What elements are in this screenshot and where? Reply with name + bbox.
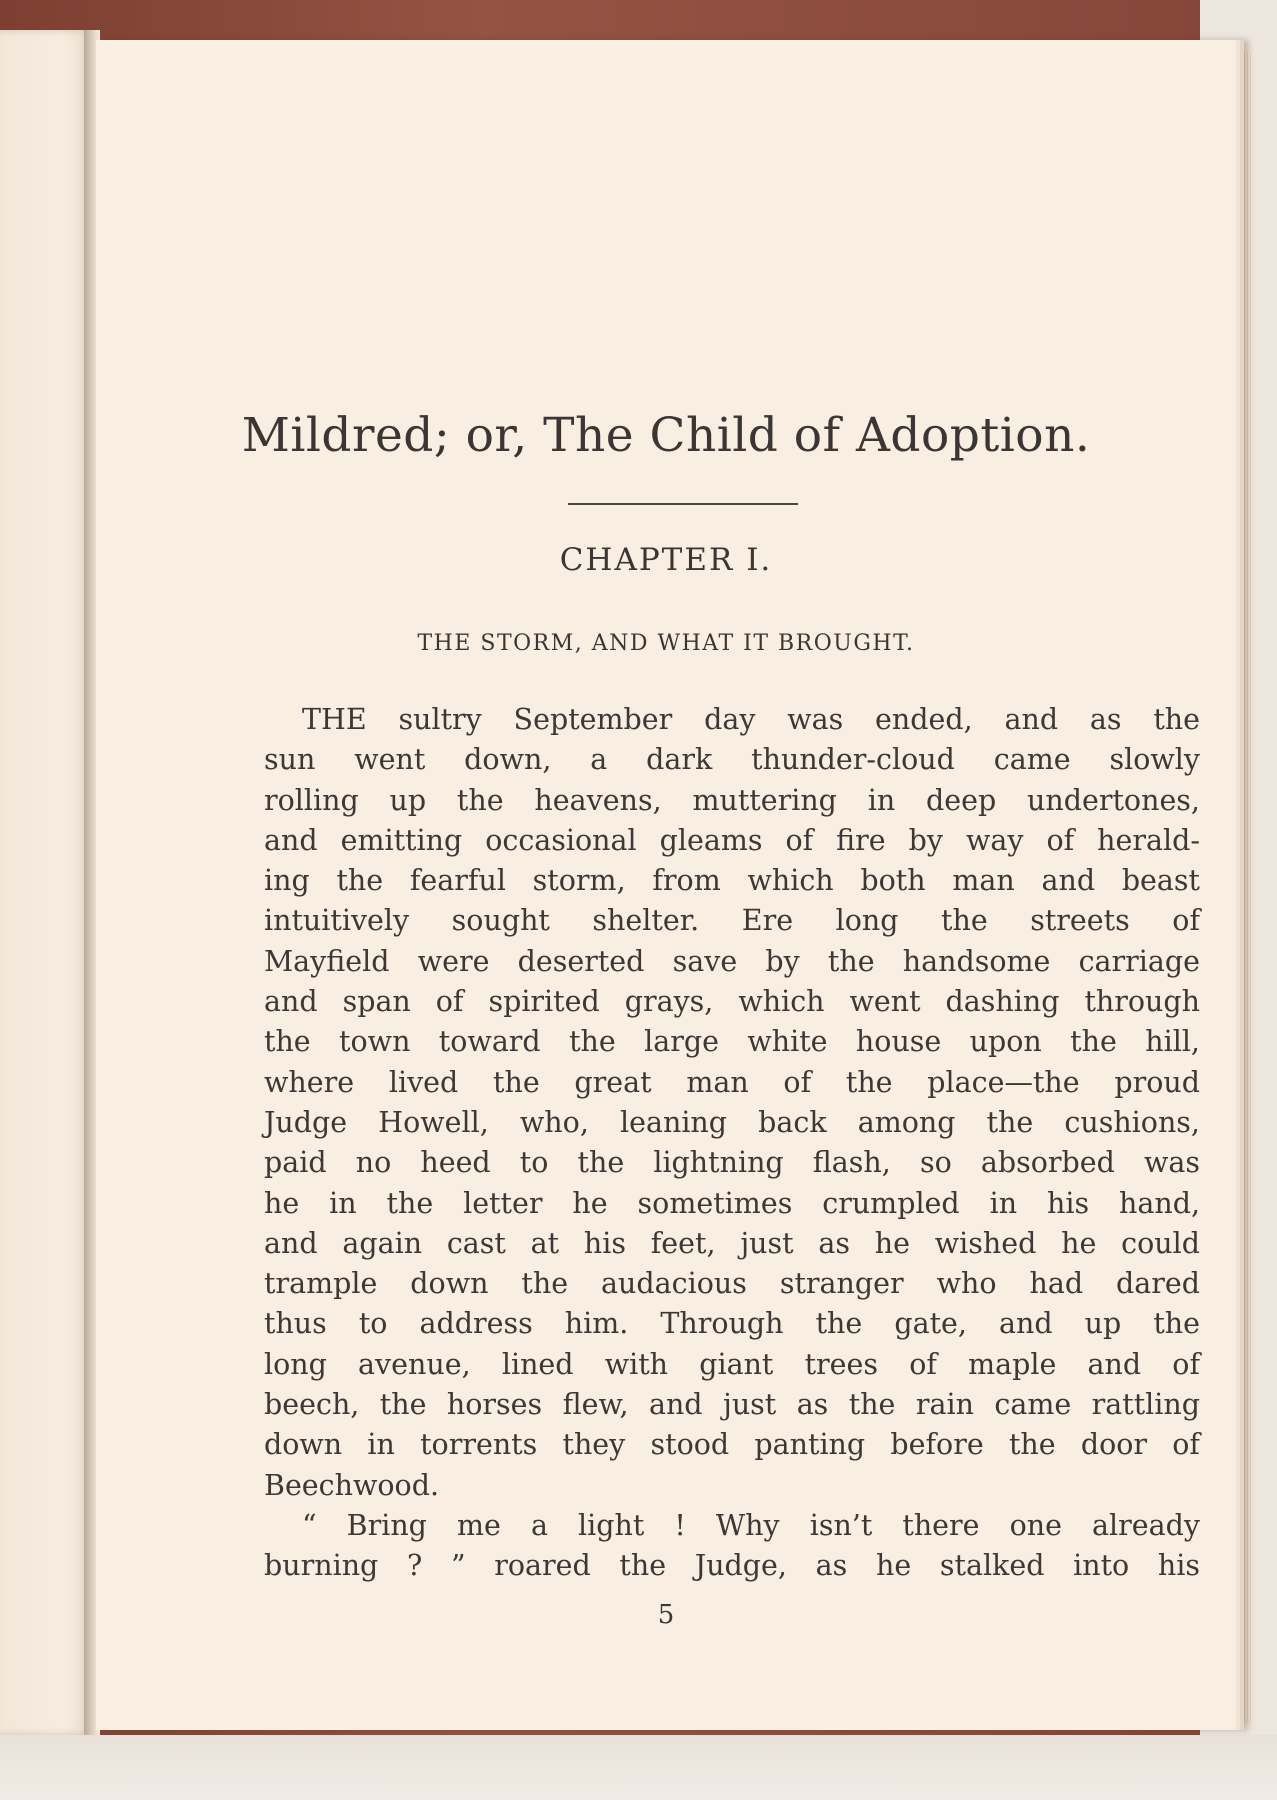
book-title: Mildred; or, The Child of Adoption. bbox=[241, 408, 1091, 463]
text-line: down in torrents they stood panting before the door of bbox=[264, 1428, 1200, 1462]
text-line: burning ? ” roared the Judge, as he stalked into his bbox=[264, 1549, 1200, 1583]
left-page bbox=[0, 30, 92, 1735]
text-line: long avenue, lined with giant trees of maple and of bbox=[264, 1347, 1200, 1381]
text-line: he in the letter he sometimes crumpled in his hand, bbox=[264, 1186, 1200, 1220]
text-line: where lived the great man of the place—the proud bbox=[264, 1065, 1200, 1099]
text-line: intuitively sought shelter. Ere long the streets of bbox=[264, 904, 1200, 938]
page-number: 5 bbox=[657, 1600, 675, 1630]
text-line: THE sultry September day was ended, and as the bbox=[302, 703, 1200, 736]
text-line: paid no heed to the lightning flash, so absorbed was bbox=[264, 1146, 1200, 1180]
text-line: Beechwood. bbox=[264, 1468, 440, 1502]
text-line: beech, the horses flew, and just as the rain came rattling bbox=[264, 1388, 1200, 1422]
text-line: sun went down, a dark thunder-cloud came slowly bbox=[264, 743, 1200, 777]
text-line: ing the fearful storm, from which both man and beast bbox=[264, 864, 1200, 898]
book-page bbox=[96, 40, 1236, 1730]
title-rule bbox=[568, 503, 798, 505]
table-surface bbox=[0, 1735, 1277, 1800]
text-line: Mayfield were deserted save by the handsome carriage bbox=[264, 944, 1200, 978]
chapter-body bbox=[264, 700, 1200, 1587]
chapter-heading: CHAPTER I. bbox=[559, 542, 773, 578]
text-line: thus to address him. Through the gate, and up the bbox=[264, 1307, 1200, 1341]
text-line: rolling up the heavens, muttering in deep undertones, bbox=[264, 783, 1200, 817]
text-line: “ Bring me a light ! Why isn’t there one already bbox=[302, 1508, 1200, 1542]
chapter-title: THE STORM, AND WHAT IT BROUGHT. bbox=[417, 631, 915, 656]
page-edges bbox=[1236, 52, 1252, 1722]
text-line: and span of spirited grays, which went dashing through bbox=[264, 985, 1200, 1019]
text-line: and emitting occasional gleams of fire by way of herald- bbox=[264, 823, 1200, 857]
text-line: and again cast at his feet, just as he wished he could bbox=[264, 1226, 1200, 1260]
text-line: the town toward the large white house upon the hill, bbox=[264, 1025, 1200, 1059]
text-line: trample down the audacious stranger who had dared bbox=[264, 1267, 1200, 1301]
text-line: Judge Howell, who, leaning back among the cushions, bbox=[264, 1105, 1200, 1139]
